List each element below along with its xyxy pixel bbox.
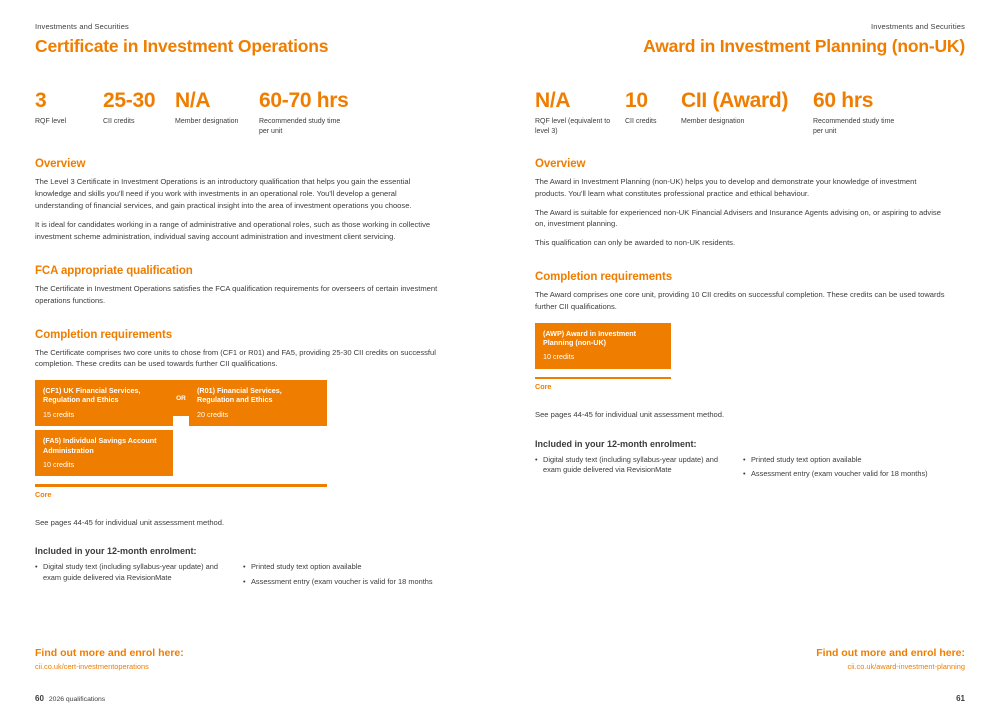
unit-box-fa5	[35, 430, 173, 476]
stat-value: 3	[35, 89, 47, 113]
page-number-value: 60	[35, 694, 44, 703]
stat-value: 60-70 hrs	[259, 89, 349, 113]
right-included-list-2	[743, 455, 933, 484]
left-page-title: Certificate in Investment Operations	[35, 36, 329, 56]
unit-name: (AWP) Award in Investment Planning (non-UK)	[543, 328, 637, 347]
left-units-block	[35, 380, 465, 499]
right-page	[500, 0, 1000, 721]
stat-cii-credits	[625, 90, 681, 136]
right-overview-para-3: This qualification can only be awarded to non-UK residents.	[535, 238, 736, 248]
page-number-value: 61	[956, 694, 965, 703]
stat-member-designation	[175, 90, 259, 136]
right-enrol-url[interactable]: cii.co.uk/award-investment-planning	[847, 662, 965, 671]
left-eyebrow: Investments and Securities	[35, 22, 129, 31]
left-completion-para: The Certificate comprises two core units to chose from (CF1 or R01) and FA5, providing 25-30 CII credits on successful completion. These credits can be used towards further CII qualifications.	[35, 347, 436, 369]
left-enrol-block	[35, 647, 184, 671]
right-page-number	[956, 694, 965, 703]
stat-label: Recommended study time per unit	[259, 118, 341, 135]
unit-name: (FA5) Individual Savings Account Administration	[43, 436, 157, 455]
unit-credits: 20 credits	[197, 409, 229, 419]
left-included-list-2	[243, 562, 433, 591]
left-core-label: Core	[35, 489, 52, 499]
left-units-row-2	[35, 430, 465, 480]
list-item: • Digital study text (including syllabus-year update) and exam guide delivered via RevisionMate	[35, 562, 225, 583]
left-included-columns	[35, 562, 455, 591]
left-units-row-1	[35, 380, 465, 430]
left-overview-heading: Overview	[35, 158, 86, 171]
unit-name: (CF1) UK Financial Services, Regulation and Ethics	[43, 386, 141, 405]
list-item: • Printed study text option available	[743, 455, 933, 466]
left-overview-para-1: The Level 3 Certificate in Investment Operations is an introductory qualification that helps you gain the essential knowledge and skills you'll need if you work with investments in an operational role. You'll develop a general understanding of financial services, and gain practical insight into the area of investment operations you choose.	[35, 177, 412, 210]
right-overview-para-1: The Award in Investment Planning (non-UK) helps you to develop and demonstrate your knowledge of investment products. You'll learn what constitutes professional practice and ethical behaviour.	[535, 177, 917, 198]
left-included-list-1	[35, 562, 225, 591]
left-fca-heading: FCA appropriate qualification	[35, 265, 193, 277]
unit-or-divider: OR	[173, 380, 189, 416]
stat-value: N/A	[175, 89, 211, 113]
left-enrol-url[interactable]: cii.co.uk/cert-investmentoperations	[35, 662, 149, 671]
right-overview-heading: Overview	[535, 158, 586, 171]
stat-label: Recommended study time per unit	[813, 118, 895, 135]
unit-box-awp	[535, 323, 671, 369]
stat-value: 25-30	[103, 89, 156, 113]
unit-credits: 10 credits	[43, 459, 75, 469]
stat-member-designation	[681, 90, 813, 136]
right-units-block	[535, 323, 965, 392]
right-enrol-block	[816, 647, 965, 671]
stat-value: 60 hrs	[813, 89, 874, 113]
right-assessment-note: See pages 44-45 for individual unit assessment method.	[535, 410, 725, 420]
right-core-label: Core	[535, 382, 552, 392]
stat-value: N/A	[535, 89, 571, 113]
right-overview-para-2: The Award is suitable for experienced non-UK Financial Advisers and Insurance Agents advising on, or aspiring to advise on, investment planning.	[535, 207, 941, 229]
right-included-heading: Included in your 12-month enrolment:	[535, 438, 697, 449]
list-item: • Printed study text option available	[243, 562, 433, 573]
stat-rqf-level	[535, 90, 625, 136]
left-page-number	[35, 694, 105, 703]
left-included-heading: Included in your 12-month enrolment:	[35, 546, 197, 557]
list-item: • Assessment entry (exam voucher is valid for 18 months	[243, 577, 433, 588]
page-caption: 2026 qualifications	[48, 696, 106, 703]
right-completion-heading: Completion requirements	[535, 271, 672, 283]
unit-name: (R01) Financial Services, Regulation and Ethics	[197, 386, 282, 405]
right-core-rule	[535, 377, 671, 380]
unit-box-r01	[189, 380, 327, 426]
right-included-columns	[535, 455, 955, 484]
right-stats-row	[535, 90, 965, 136]
left-assessment-note: See pages 44-45 for individual unit assessment method.	[35, 517, 225, 527]
stat-value: 10	[625, 89, 648, 113]
stat-study-time	[259, 90, 363, 136]
unit-credits: 15 credits	[43, 409, 75, 419]
list-item: • Digital study text (including syllabus-year update) and exam guide delivered via RevisionMate	[535, 455, 725, 476]
left-fca-para: The Certificate in Investment Operations satisfies the FCA qualification requirements for overseers of certain investment operations functions.	[35, 284, 438, 305]
stat-rqf-level	[35, 90, 103, 136]
left-stats-row	[35, 90, 465, 136]
right-eyebrow: Investments and Securities	[871, 22, 965, 31]
list-item: • Assessment entry (exam voucher valid for 18 months)	[743, 469, 933, 480]
stat-cii-credits	[103, 90, 175, 136]
right-enrol-heading: Find out more and enrol here:	[816, 647, 965, 659]
unit-box-cf1	[35, 380, 173, 426]
right-completion-para: The Award comprises one core unit, providing 10 CII credits on successful completion. These credits can be used towards further CII qualifications.	[535, 290, 945, 311]
stat-label: Member designation	[175, 118, 239, 126]
left-overview-para-2: It is ideal for candidates working in a range of administrative and operational roles, such as those working in collective investment scheme administration, individual saving account administration and investment client servicing.	[35, 220, 431, 242]
stat-label: RQF level	[35, 118, 67, 126]
stat-label: RQF level (equivalent to level 3)	[535, 118, 611, 135]
stat-label: Member designation	[681, 118, 745, 126]
stat-study-time	[813, 90, 917, 136]
right-units-row-1	[535, 323, 965, 373]
right-included-list-1	[535, 455, 725, 484]
stat-value: CII (Award)	[681, 89, 789, 113]
left-core-rule	[35, 484, 327, 487]
stat-label: CII credits	[625, 118, 657, 126]
right-page-title: Award in Investment Planning (non-UK)	[643, 36, 965, 56]
left-enrol-heading: Find out more and enrol here:	[35, 647, 184, 659]
left-completion-heading: Completion requirements	[35, 328, 172, 341]
unit-credits: 10 credits	[543, 352, 575, 362]
stat-label: CII credits	[103, 118, 135, 126]
